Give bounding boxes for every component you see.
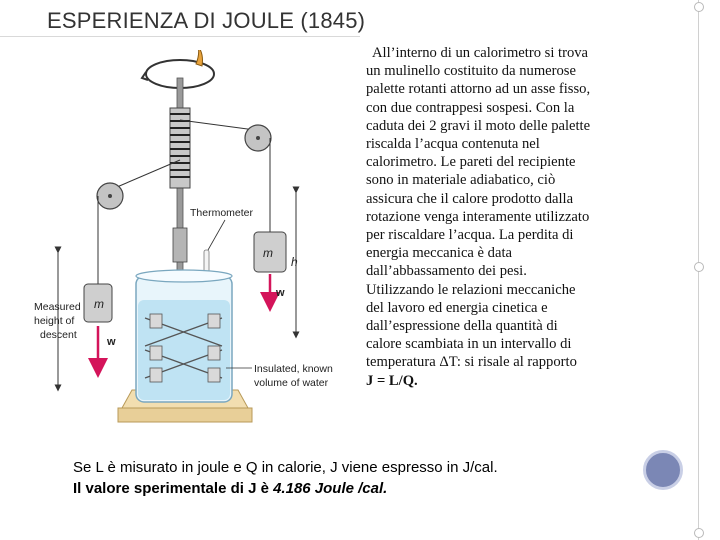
paragraph-line: calorimetro. Le pareti del recipiente: [366, 154, 576, 171]
weight-left-label: w: [107, 336, 116, 348]
insulated-label-2: volume of water: [254, 377, 329, 389]
paragraph-line: del lavoro ed energia cinetica e: [366, 299, 548, 316]
title-rule: [0, 36, 360, 37]
mass-left-label: m: [94, 297, 104, 311]
measured-label-3: descent: [40, 329, 77, 341]
paragraph-line: riscalda l’acqua contenuta nel: [366, 136, 540, 153]
footer-line-2-prefix: Il valore sperimentale di J è: [73, 480, 274, 497]
insulated-label-1: Insulated, known: [254, 363, 333, 375]
height-label: h: [291, 255, 298, 269]
measured-label-2: height of: [34, 315, 75, 327]
decorative-circle: [643, 450, 683, 490]
paragraph-line: per riscaldare l’acqua. La perdita di: [366, 227, 574, 244]
formula: J = L/Q.: [366, 372, 418, 389]
paragraph-line: sono in materiale adiabatico, ciò: [366, 172, 556, 189]
frame-dot: [694, 2, 704, 12]
paragraph-line: assicura che il calore prodotto dalla: [366, 190, 574, 207]
frame-dot: [694, 528, 704, 538]
joule-apparatus-diagram: [30, 50, 360, 430]
paragraph-line: dall’abbassamento dei pesi.: [366, 263, 527, 280]
paragraph-line: un mulinello costituito da numerose: [366, 63, 576, 80]
footer-line-1: Se L è misurato in joule e Q in calorie, J viene espresso in J/cal.: [73, 459, 498, 476]
paragraph-line: dall’espressione della quantità di: [366, 318, 558, 335]
paragraph-line: con due contrappesi sospesi. Con la: [366, 99, 575, 116]
footer-line-2: [73, 478, 498, 499]
mass-right-label: m: [263, 246, 273, 260]
paragraph-line: All’interno di un calorimetro si trova: [372, 45, 589, 61]
paragraph-line: palette rotanti attorno ad un asse fisso,: [366, 81, 591, 98]
crank-handle: [196, 50, 203, 66]
paragraph-line: Utilizzando le relazioni meccaniche: [366, 281, 576, 298]
paragraph-line: temperatura ΔT: si risale al rapporto: [366, 354, 577, 371]
slide-title: ESPERIENZA DI JOULE (1845): [47, 8, 366, 33]
footer-text: [73, 457, 498, 499]
explanation-paragraph: [366, 44, 666, 390]
frame-dot: [694, 262, 704, 272]
paragraph-line: calore scambiata in un intervallo di: [366, 336, 572, 353]
paragraph-line: caduta dei 2 gravi il moto delle palette: [366, 117, 591, 134]
paragraph-line: energia meccanica è data: [366, 245, 512, 262]
thermometer-label: Thermometer: [190, 207, 254, 219]
joule-value: 4.186 Joule /cal.: [273, 480, 388, 497]
paragraph-line: rotazione venga interamente utilizzato: [366, 208, 590, 225]
weight-right-label: w: [276, 287, 285, 299]
measured-label-1: Measured: [34, 301, 81, 313]
